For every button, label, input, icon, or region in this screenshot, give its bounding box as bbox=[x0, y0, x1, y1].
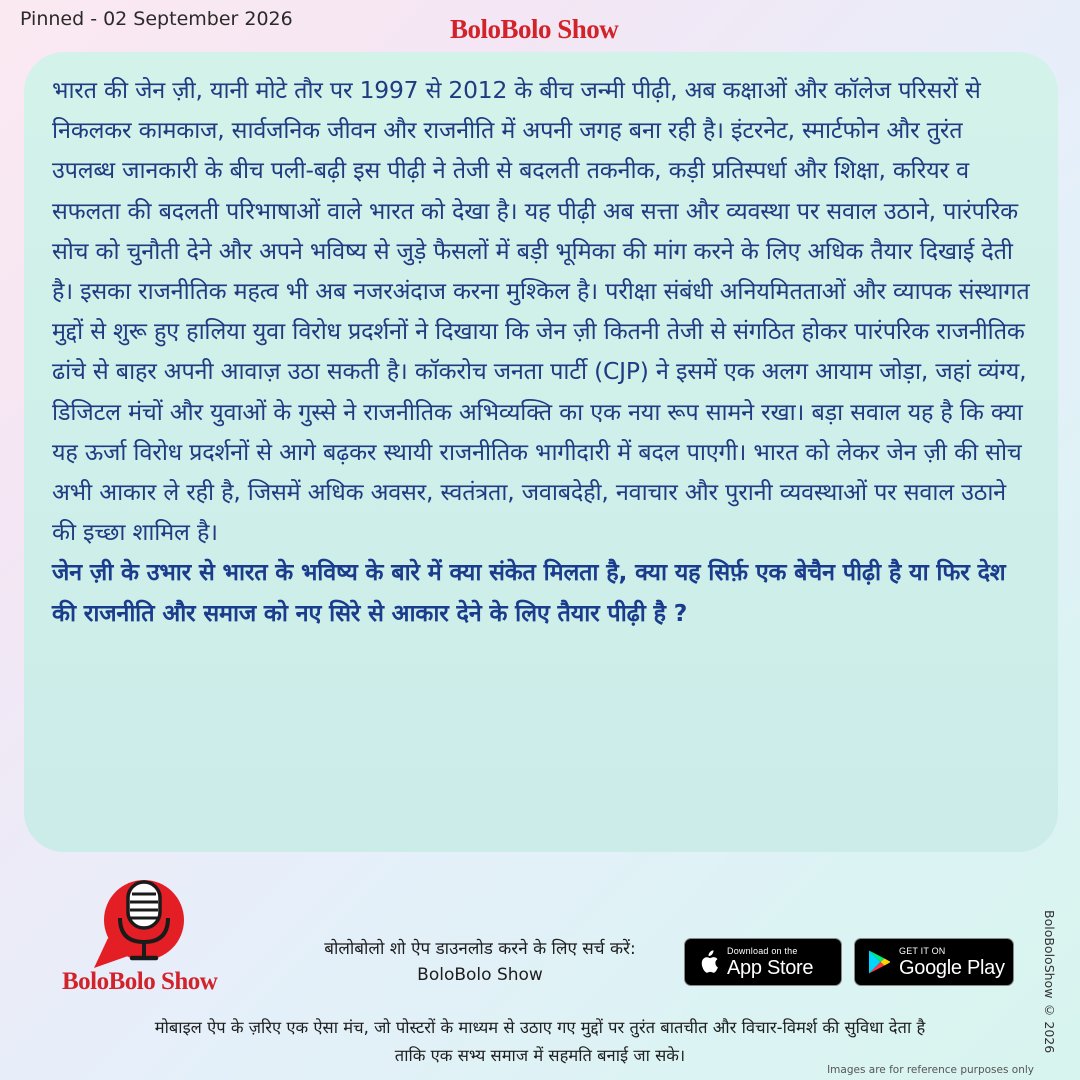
post-question: जेन ज़ी के उभार से भारत के भविष्य के बारे में क्या संकेत मिलता है, क्या यह सिर्फ़ एक बेचैन पीढ़ी है या फिर देश की राजनीति और समाज को नए सिरे से आकार देने के लिए तैयार पीढ़ी है ? bbox=[52, 558, 1006, 627]
download-instruction: बोलोबोलो शो ऐप डाउनलोड करने के लिए सर्च करें: bbox=[324, 939, 636, 959]
pinned-date: Pinned - 02 September 2026 bbox=[20, 8, 293, 30]
google-play-badge[interactable] bbox=[854, 938, 1014, 986]
footer-line-2: ताकि एक सभ्य समाज में सहमति बनाई जा सके। bbox=[394, 1046, 686, 1065]
disclaimer: Images are for reference purposes only bbox=[827, 1064, 1034, 1076]
app-store-small-text: Download on the bbox=[727, 945, 798, 956]
footer-line-1: मोबाइल ऐप के ज़रिए एक ऐसा मंच, जो पोस्टरों के माध्यम से उठाए गए मुद्दों पर तुरंत बातचीत और विचार-विमर्श की सुविधा देता है bbox=[154, 1018, 926, 1037]
side-copyright: BoloBoloShow © 2026 bbox=[1042, 910, 1057, 1054]
apple-icon bbox=[697, 949, 719, 975]
post-body: भारत की जेन ज़ी, यानी मोटे तौर पर 1997 से 2012 के बीच जन्मी पीढ़ी, अब कक्षाओं और कॉलेज परिसरों से निकलकर कामकाज, सार्वजनिक जीवन और राजनीति में अपनी जगह बना रही है। इंटरनेट, स्मार्टफोन और तुरंत उपलब्ध जानकारी के बीच पली-बढ़ी इस पीढ़ी ने तेजी से बदलती तकनीक, कड़ी प्रतिस्पर्धा और शिक्षा, करियर व सफलता की बदलती परिभाषाओं वाले भारत को देखा है। यह पीढ़ी अब सत्ता और व्यवस्था पर सवाल उठाने, पारंपरिक सोच को चुनौती देने और अपने भविष्य से जुड़े फैसलों में बड़ी भूमिका की मांग करने के लिए अधिक तैयार दिखाई देती है। इसका राजनीतिक महत्व भी अब नजरअंदाज करना मुश्किल है। परीक्षा संबंधी अनियमितताओं और व्यापक संस्थागत मुद्दों से शुरू हुए हालिया युवा विरोध प्रदर्शनों ने दिखाया कि जेन ज़ी कितनी तेजी से संगठित होकर पारंपरिक राजनीतिक ढांचे से बाहर अपनी आवाज़ उठा सकती है। कॉकरोच जनता पार्टी (CJP) ने इसमें एक अलग आयाम जोड़ा, जहां व्यंग्य, डिजिटल मंचों और युवाओं के गुस्से ने राजनीतिक अभिव्यक्ति का एक नया रूप सामने रखा। बड़ा सवाल यह है कि क्या यह ऊर्जा विरोध प्रदर्शनों से आगे बढ़कर स्थायी राजनीतिक भागीदारी में बदल पाएगी। भारत को लेकर जेन ज़ी की सोच अभी आकार ले रही है, जिसमें अधिक अवसर, स्वतंत्रता, जवाबदेही, नवाचार और पुरानी व्यवस्थाओं पर सवाल उठाने की इच्छा शामिल है। bbox=[52, 76, 1030, 547]
logo-text: BoloBolo Show bbox=[62, 968, 218, 995]
google-play-icon bbox=[867, 949, 891, 975]
app-store-badge[interactable] bbox=[684, 938, 842, 986]
google-play-small-text: GET IT ON bbox=[899, 945, 946, 956]
download-info bbox=[290, 936, 670, 988]
brand-title: BoloBolo Show bbox=[450, 14, 619, 44]
app-store-big-text: App Store bbox=[727, 956, 814, 979]
google-play-big-text: Google Play bbox=[899, 956, 1005, 979]
footer bbox=[0, 1014, 1080, 1070]
post-card bbox=[24, 52, 1058, 852]
download-app-name: BoloBolo Show bbox=[417, 965, 543, 985]
